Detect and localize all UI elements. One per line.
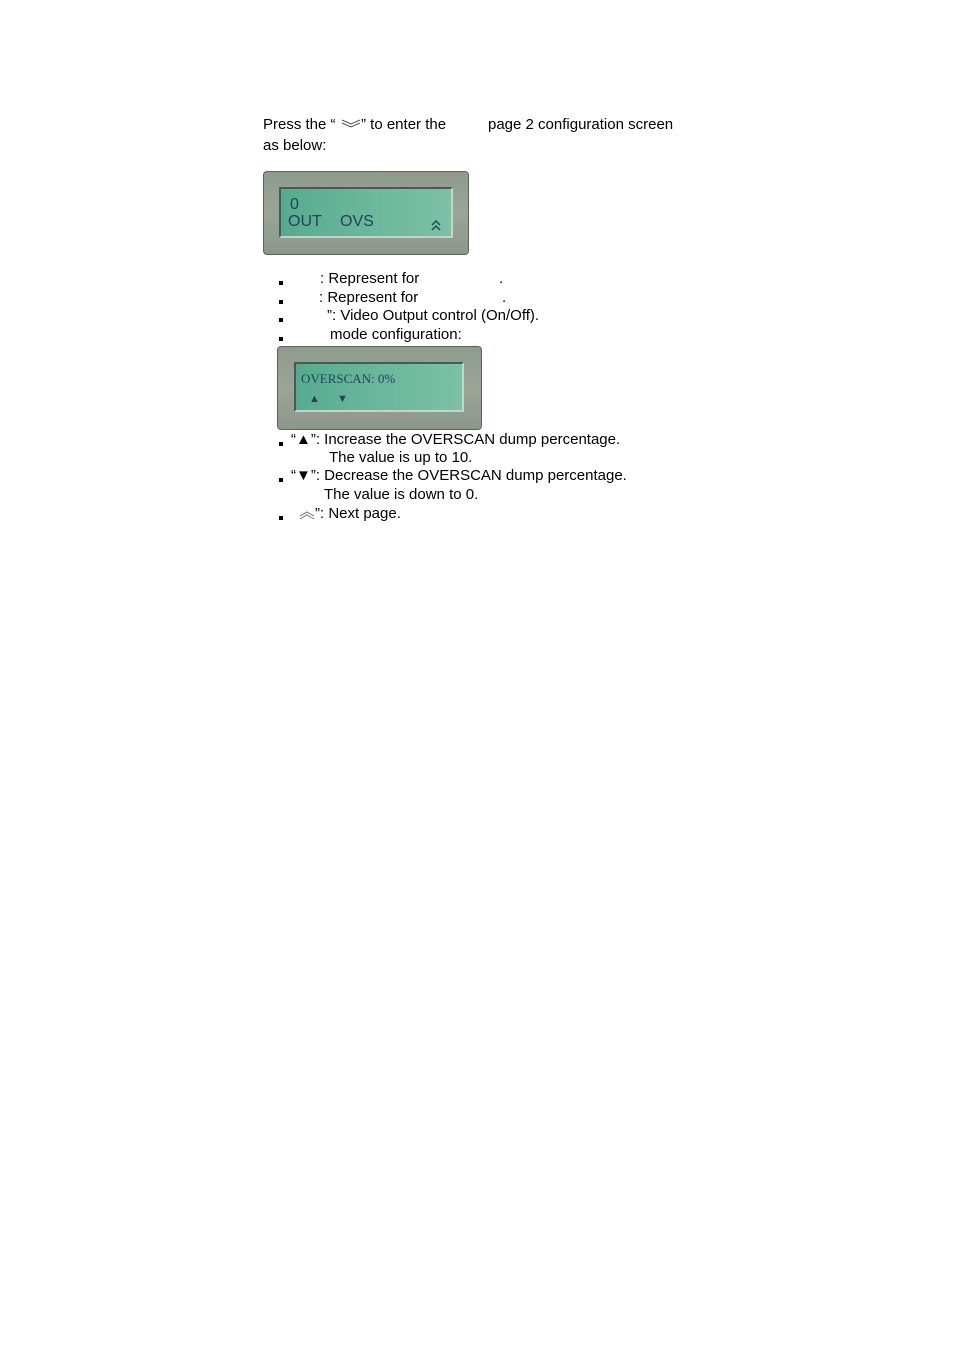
control-increase-note: The value is up to 10. [329, 449, 473, 466]
bullet [279, 281, 283, 285]
intro-text-enter: ” to enter the [361, 116, 447, 133]
lcd-up-arrow-icon: ▲ [309, 393, 320, 405]
lcd-screen [279, 187, 453, 238]
lcd-ovs-label: OVS [340, 213, 374, 230]
bullet [279, 300, 283, 304]
item-represent-2-end: . [502, 289, 507, 306]
lcd-overscan-value: OVERSCAN: 0% [301, 371, 396, 386]
control-increase: “▲”: Increase the OVERSCAN dump percentage. [291, 431, 621, 448]
lcd-down-arrow-icon: ▼ [337, 393, 348, 405]
double-chevron-up-icon [431, 220, 441, 232]
item-represent-1: : Represent for [320, 270, 420, 287]
item-video-output: ”: Video Output control (On/Off). [327, 307, 540, 324]
lcd-panel-page2 [263, 171, 469, 255]
bullet [279, 318, 283, 322]
lcd-row1-value: 0 [290, 196, 299, 213]
lcd-screen [294, 362, 464, 412]
item-represent-1-end: . [499, 270, 504, 287]
intro-text-page: page 2 configuration screen [488, 116, 674, 133]
lcd-out-label: OUT [288, 213, 322, 230]
control-decrease: “▼”: Decrease the OVERSCAN dump percentage. [291, 467, 627, 484]
bullet [279, 478, 283, 482]
control-next-page: ”: Next page. [315, 505, 401, 522]
double-chevron-up-icon [299, 511, 315, 520]
lcd-panel-overscan [277, 346, 482, 430]
item-represent-2: : Represent for [319, 289, 419, 306]
bullet [279, 442, 283, 446]
control-decrease-note: The value is down to 0. [324, 486, 479, 503]
bullet [279, 516, 283, 520]
intro-text-press: Press the “ [263, 116, 336, 133]
intro-text-below: as below: [263, 137, 327, 154]
bullet [279, 337, 283, 341]
item-mode-config: mode configuration: [330, 326, 462, 343]
double-chevron-down-icon [341, 119, 361, 129]
